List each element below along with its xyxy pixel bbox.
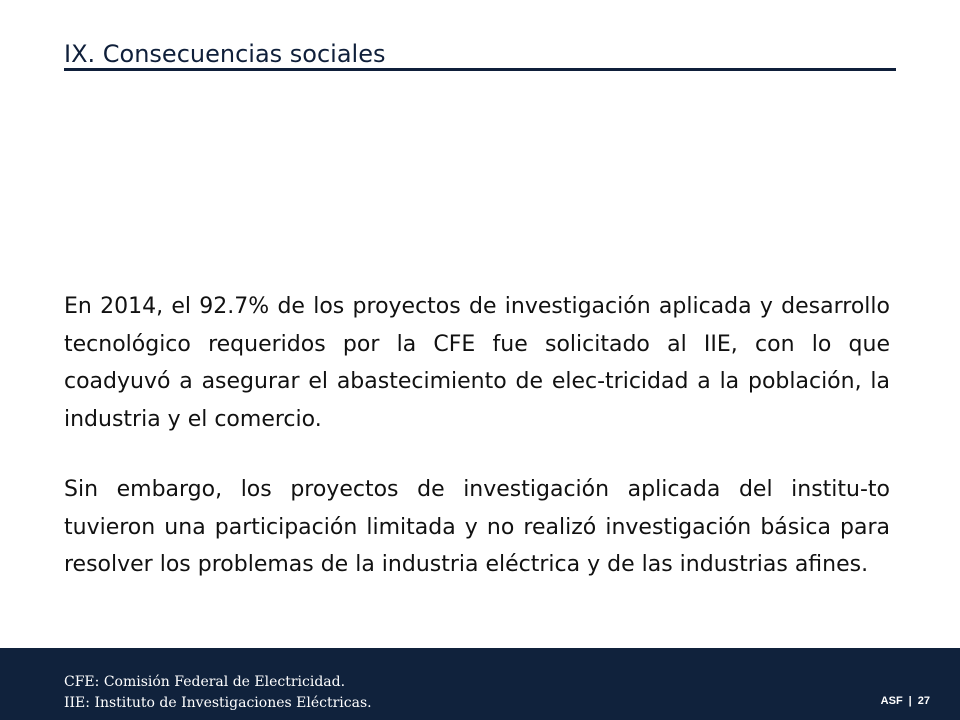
slide-body bbox=[64, 288, 890, 584]
footnote-iie: IIE: Instituto de Investigaciones Eléctricas. bbox=[64, 695, 372, 711]
footnote-cfe: CFE: Comisión Federal de Electricidad. bbox=[64, 674, 346, 690]
body-paragraph-1: En 2014, el 92.7% de los proyectos de investigación aplicada y desarrollo tecnológico requeridos por la CFE fue solicitado al IIE, con lo que coadyuvó a asegurar el abastecimiento de elec-tricidad a la población, la industria y el comercio. bbox=[64, 294, 890, 432]
page-label bbox=[881, 695, 930, 707]
org-label: ASF bbox=[880, 695, 903, 707]
title-underline bbox=[64, 68, 896, 71]
footnotes bbox=[64, 672, 372, 714]
page-separator: | bbox=[908, 695, 912, 707]
page-number: 27 bbox=[917, 695, 930, 707]
body-paragraph-2: Sin embargo, los proyectos de investigación aplicada del institu-to tuvieron una participación limitada y no realizó investigación básica para resolver los problemas de la industria eléctrica y de las industrias afines. bbox=[64, 477, 890, 577]
slide-title: IX. Consecuencias sociales bbox=[64, 40, 386, 68]
